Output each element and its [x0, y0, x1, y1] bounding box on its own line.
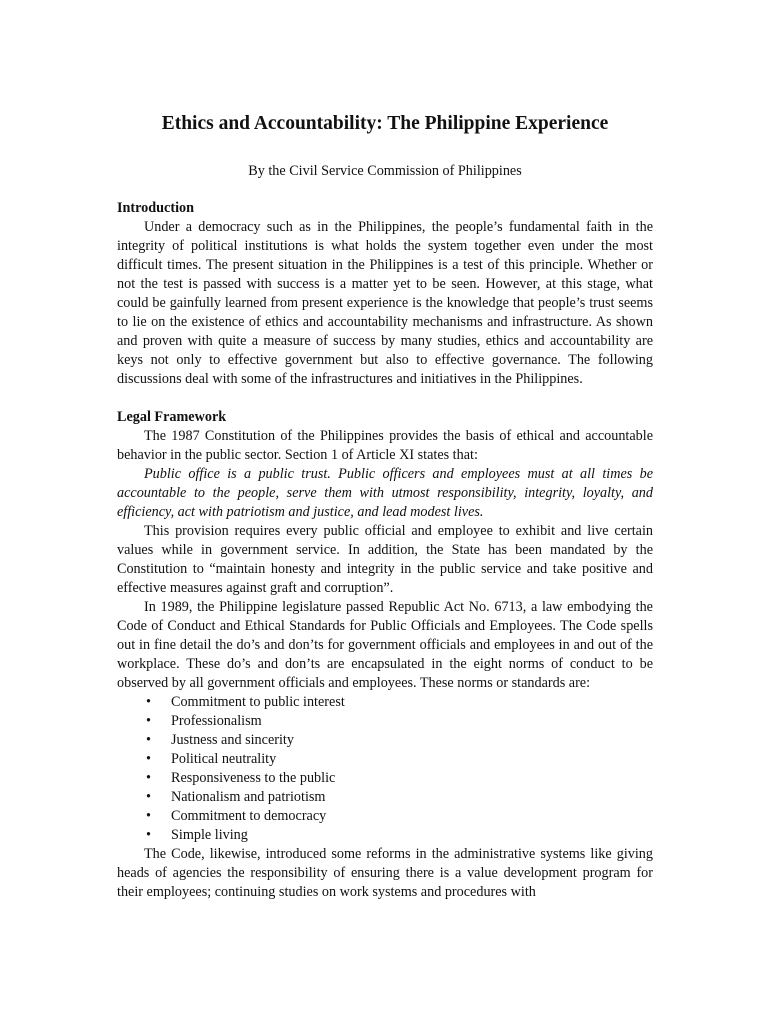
bullet-icon: • [146, 770, 151, 786]
provision-paragraph: This provision requires every public official and employee to exhibit and live certain values while in government service. In addition, the State has been mandated by the Constitution to “maintain honesty and integrity in the public service and take positive and effective measures against graft and corruption”. [117, 523, 653, 596]
document-byline: By the Civil Service Commission of Philippines [248, 163, 522, 179]
list-item-text: Simple living [171, 827, 248, 843]
republic-act-paragraph: In 1989, the Philippine legislature passed Republic Act No. 6713, a law embodying the Code of Conduct and Ethical Standards for Public Officials and Employees. The Code spells out in fine detail the do’s and don’ts for government officials and employees in and out of the workplace. These do’s and don’ts are encapsulated in the eight norms of conduct to be observed by all government officials and employees. These norms or standards are: [117, 599, 653, 691]
list-item [117, 807, 653, 826]
norms-list [117, 693, 653, 845]
list-item [117, 750, 653, 769]
list-item-text: Professionalism [171, 713, 262, 729]
list-item [117, 712, 653, 731]
bullet-icon: • [146, 694, 151, 710]
bullet-icon: • [146, 751, 151, 767]
bullet-icon: • [146, 808, 151, 824]
list-item-text: Nationalism and patriotism [171, 789, 326, 805]
list-item-text: Justness and sincerity [171, 732, 294, 748]
bullet-icon: • [146, 827, 151, 843]
constitution-paragraph: The 1987 Constitution of the Philippines provides the basis of ethical and accountable behavior in the public sector. Section 1 of Article XI states that: [117, 428, 653, 463]
list-item-text: Political neutrality [171, 751, 277, 767]
list-item [117, 788, 653, 807]
list-item-text: Commitment to public interest [171, 694, 345, 710]
list-item [117, 769, 653, 788]
code-reforms-paragraph: The Code, likewise, introduced some reforms in the administrative systems like giving heads of agencies the responsibility of ensuring there is a value development program for their employees; continuing studies on work systems and procedures with [117, 846, 653, 900]
list-item-text: Responsiveness to the public [171, 770, 336, 786]
bullet-icon: • [146, 732, 151, 748]
list-item [117, 826, 653, 845]
introduction-heading: Introduction [117, 200, 194, 216]
legal-framework-heading: Legal Framework [117, 409, 227, 425]
document-title: Ethics and Accountability: The Philippine Experience [161, 113, 609, 134]
section-spacer [117, 389, 653, 408]
bullet-icon: • [146, 713, 151, 729]
list-item [117, 731, 653, 750]
list-item-text: Commitment to democracy [171, 808, 327, 824]
article-xi-quote: Public office is a public trust. Public officers and employees must at all times be accountable to the people, serve them with utmost responsibility, integrity, loyalty, and efficiency, act with patriotism and justice, and lead modest lives. [117, 466, 653, 520]
introduction-paragraph: Under a democracy such as in the Philippines, the people’s fundamental faith in the integrity of political institutions is what holds the system together even under the most difficult times. The present situation in the Philippines is a test of this principle. Whether or not the test is passed with success is a matter yet to be seen. However, at this stage, what could be gainfully learned from present experience is the knowledge that people’s trust seems to lie on the existence of ethics and accountability mechanisms and infrastructure. As shown and proven with quite a measure of success by many studies, ethics and accountability are keys not only to effective government but also to effective governance. The following discussions deal with some of the infrastructures and initiatives in the Philippines. [117, 219, 653, 387]
list-item [117, 693, 653, 712]
bullet-icon: • [146, 789, 151, 805]
